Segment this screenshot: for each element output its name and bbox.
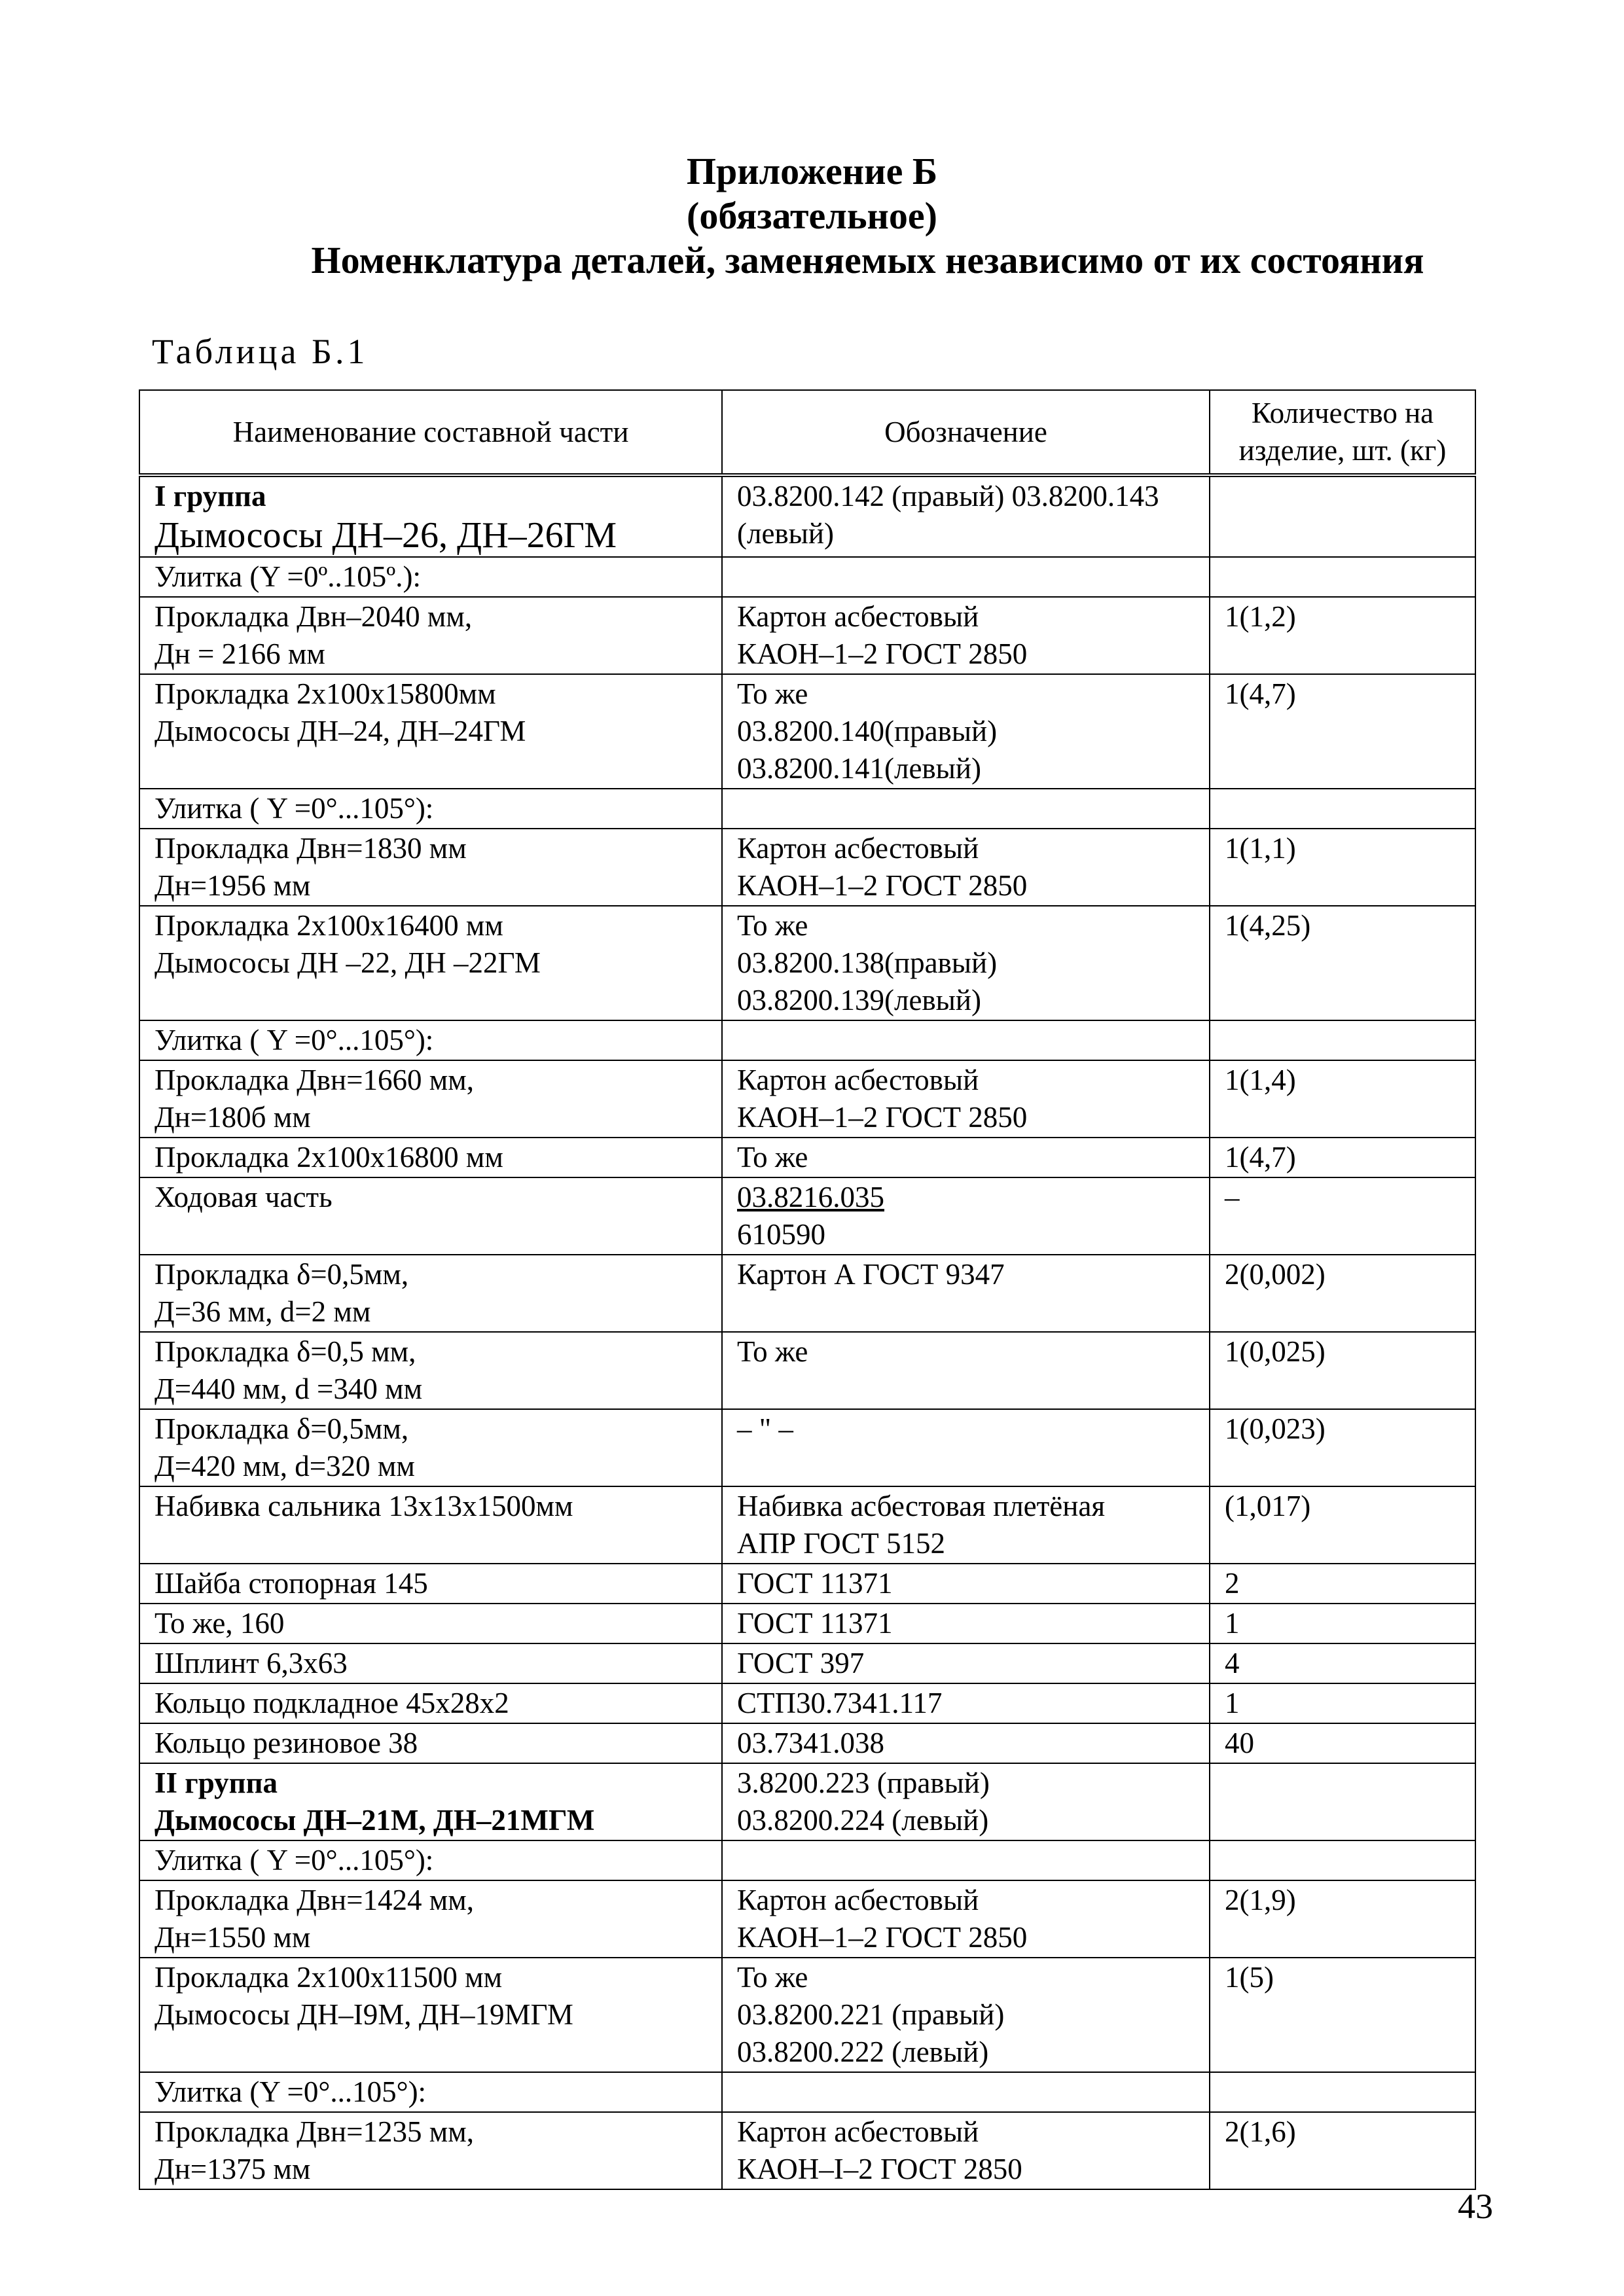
designation-cell	[722, 1564, 1210, 1604]
designation-line: Набивка асбестовая плетёная	[737, 1490, 1106, 1522]
table-row	[139, 829, 1475, 906]
designation-cell	[722, 1723, 1210, 1763]
quantity-cell	[1210, 1060, 1475, 1138]
designation-cell	[722, 1177, 1210, 1255]
part-name-line: Дымососы ДН–I9М, ДН–19МГМ	[154, 1998, 573, 2031]
designation-line: 03.8200.221 (правый)	[737, 1998, 1005, 2031]
quantity-line: 2(0,002)	[1225, 1258, 1326, 1291]
designation-line: 03.8216.035	[737, 1181, 884, 1213]
table-row	[139, 1880, 1475, 1958]
designation-cell	[722, 1958, 1210, 2072]
designation-cell	[722, 2072, 1210, 2112]
part-name-cell	[139, 1060, 722, 1138]
page-heading	[0, 149, 1624, 283]
part-name-cell	[139, 557, 722, 597]
part-name-cell	[139, 674, 722, 789]
quantity-cell	[1210, 557, 1475, 597]
designation-line: 610590	[737, 1218, 825, 1251]
designation-cell	[722, 1643, 1210, 1683]
part-name-cell	[139, 1020, 722, 1060]
designation-line: То же	[737, 1961, 808, 1994]
quantity-line: –	[1225, 1181, 1240, 1213]
part-name-line: Ходовая часть	[154, 1181, 333, 1213]
part-name-line: I группа	[154, 480, 266, 512]
quantity-cell	[1210, 1255, 1475, 1332]
designation-line: То же	[737, 677, 808, 710]
part-name-line: Улитка ( Y =0°...105°):	[154, 1024, 434, 1056]
quantity-cell	[1210, 2072, 1475, 2112]
designation-line: (левый)	[737, 517, 834, 550]
quantity-cell	[1210, 1177, 1475, 1255]
part-name-cell	[139, 1723, 722, 1763]
designation-line: – " –	[737, 1412, 793, 1445]
part-name-cell	[139, 1409, 722, 1486]
part-name-cell	[139, 1177, 722, 1255]
part-name-line: Прокладка Двн=1830 мм	[154, 832, 467, 865]
part-name-line: Дымососы ДН–24, ДН–24ГМ	[154, 715, 526, 747]
designation-line: То же	[737, 1335, 808, 1368]
part-name-line: Набивка сальника 13х13х1500мм	[154, 1490, 573, 1522]
quantity-cell	[1210, 1723, 1475, 1763]
designation-line: Картон асбестовый	[737, 1064, 979, 1096]
part-name-cell	[139, 1840, 722, 1880]
designation-line: 03.8200.139(левый)	[737, 984, 981, 1016]
part-name-line: Дымососы ДН–21М, ДН–21МГМ	[154, 1804, 595, 1837]
quantity-cell	[1210, 2112, 1475, 2189]
part-name-cell	[139, 906, 722, 1020]
part-name-cell	[139, 1332, 722, 1409]
designation-line: 3.8200.223 (правый)	[737, 1767, 990, 1799]
designation-line: ГОСТ 397	[737, 1647, 865, 1679]
part-name-line: Д=420 мм, d=320 мм	[154, 1450, 415, 1482]
designation-cell	[722, 1332, 1210, 1409]
quantity-line: 2	[1225, 1567, 1240, 1600]
part-name-line: Д=36 мм, d=2 мм	[154, 1295, 371, 1328]
designation-line: 03.7341.038	[737, 1727, 884, 1759]
designation-cell	[722, 1409, 1210, 1486]
table-row	[139, 1177, 1475, 1255]
designation-cell	[722, 597, 1210, 674]
part-name-line: Дн=1550 мм	[154, 1921, 311, 1954]
designation-line: Картон асбестовый	[737, 1884, 979, 1916]
part-name-line: Д=440 мм, d =340 мм	[154, 1372, 423, 1405]
table-row	[139, 1604, 1475, 1643]
table-row	[139, 789, 1475, 829]
quantity-line: 1(4,7)	[1225, 1141, 1296, 1174]
quantity-line: 1(1,4)	[1225, 1064, 1296, 1096]
quantity-line: 2(1,9)	[1225, 1884, 1296, 1916]
designation-cell	[722, 1020, 1210, 1060]
appendix-status: (обязательное)	[687, 194, 937, 237]
quantity-line: 1(4,25)	[1225, 909, 1311, 942]
table-row	[139, 2072, 1475, 2112]
part-name-line: Кольцо подкладное 45х28х2	[154, 1687, 509, 1719]
table-row	[139, 2112, 1475, 2189]
part-name-line: Дн = 2166 мм	[154, 637, 325, 670]
part-name-line: Шайба стопорная 145	[154, 1567, 428, 1600]
designation-line: 03.8200.138(правый)	[737, 946, 998, 979]
part-name-cell	[139, 1643, 722, 1683]
quantity-cell	[1210, 906, 1475, 1020]
designation-line: СТП30.7341.117	[737, 1687, 943, 1719]
part-name-line: Прокладка 2х100х11500 мм	[154, 1961, 503, 1994]
part-name-cell	[139, 475, 722, 557]
quantity-line: 4	[1225, 1647, 1240, 1679]
quantity-line: 1(4,7)	[1225, 677, 1296, 710]
table-body	[139, 475, 1475, 2189]
quantity-cell	[1210, 1486, 1475, 1564]
quantity-line: 2(1,6)	[1225, 2115, 1296, 2148]
table-row	[139, 1958, 1475, 2072]
designation-line: 03.8200.141(левый)	[737, 752, 981, 785]
designation-line: Картон А ГОСТ 9347	[737, 1258, 1005, 1291]
part-name-cell	[139, 789, 722, 829]
designation-cell	[722, 1060, 1210, 1138]
part-name-line: II группа	[154, 1767, 278, 1799]
quantity-cell	[1210, 1840, 1475, 1880]
part-name-line: Прокладка Двн=1235 мм,	[154, 2115, 474, 2148]
designation-line: ГОСТ 11371	[737, 1607, 893, 1640]
quantity-line: (1,017)	[1225, 1490, 1311, 1522]
designation-cell	[722, 1840, 1210, 1880]
quantity-cell	[1210, 1332, 1475, 1409]
designation-cell	[722, 674, 1210, 789]
designation-line: Картон асбестовый	[737, 600, 979, 633]
designation-cell	[722, 1763, 1210, 1840]
designation-cell	[722, 1604, 1210, 1643]
designation-cell	[722, 1138, 1210, 1177]
table-group-row	[139, 1763, 1475, 1840]
part-name-line: Дымососы ДН–26, ДН–26ГМ	[154, 515, 617, 556]
quantity-cell	[1210, 1564, 1475, 1604]
part-name-line: Дн=1956 мм	[154, 869, 311, 902]
part-name-line: Улитка ( Y =0°...105°):	[154, 1844, 434, 1876]
part-name-cell	[139, 1255, 722, 1332]
designation-cell	[722, 906, 1210, 1020]
quantity-line: 1	[1225, 1687, 1240, 1719]
designation-line: То же	[737, 1141, 808, 1174]
table-row	[139, 1840, 1475, 1880]
quantity-cell	[1210, 789, 1475, 829]
designation-line: 03.8200.224 (левый)	[737, 1804, 989, 1837]
quantity-line: 1(1,1)	[1225, 832, 1296, 865]
quantity-cell	[1210, 1138, 1475, 1177]
part-name-line: Кольцо резиновое 38	[154, 1727, 418, 1759]
part-name-line: Прокладка 2х100х16400 мм	[154, 909, 503, 942]
part-name-cell	[139, 597, 722, 674]
table-row	[139, 906, 1475, 1020]
quantity-cell	[1210, 674, 1475, 789]
part-name-line: Прокладка δ=0,5 мм,	[154, 1335, 416, 1368]
designation-line: 03.8200.142 (правый) 03.8200.143	[737, 480, 1159, 512]
quantity-cell	[1210, 1604, 1475, 1643]
part-name-cell	[139, 1604, 722, 1643]
table-row	[139, 1643, 1475, 1683]
table-row	[139, 1723, 1475, 1763]
designation-line: АПР ГОСТ 5152	[737, 1527, 945, 1560]
table-row	[139, 1486, 1475, 1564]
part-name-cell	[139, 1683, 722, 1723]
designation-cell	[722, 1683, 1210, 1723]
table-row	[139, 1332, 1475, 1409]
designation-line: ГОСТ 11371	[737, 1567, 893, 1600]
designation-line: 03.8200.140(правый)	[737, 715, 998, 747]
part-name-line: Улитка (Y =0º..105º.):	[154, 560, 421, 593]
appendix-title: Приложение Б	[686, 150, 938, 192]
table-row	[139, 1255, 1475, 1332]
quantity-line: 40	[1225, 1727, 1254, 1759]
designation-line: То же	[737, 909, 808, 942]
part-name-line: Прокладка Двн–2040 мм,	[154, 600, 473, 633]
table-row	[139, 1020, 1475, 1060]
table-row	[139, 1564, 1475, 1604]
quantity-cell	[1210, 1763, 1475, 1840]
table-group-row	[139, 475, 1475, 557]
designation-cell	[722, 2112, 1210, 2189]
table-row	[139, 597, 1475, 674]
table-row	[139, 674, 1475, 789]
part-name-cell	[139, 1958, 722, 2072]
quantity-cell	[1210, 1880, 1475, 1958]
part-name-cell	[139, 1763, 722, 1840]
part-name-cell	[139, 1564, 722, 1604]
column-header-name: Наименование составной части	[139, 390, 722, 475]
column-header-quantity: Количество на изделие, шт. (кг)	[1210, 390, 1475, 475]
designation-line: КАОН–1–2 ГОСТ 2850	[737, 637, 1028, 670]
designation-cell	[722, 475, 1210, 557]
table-caption: Таблица Б.1	[152, 332, 369, 371]
part-name-line: Прокладка δ=0,5мм,	[154, 1412, 409, 1445]
designation-line: Картон асбестовый	[737, 2115, 979, 2148]
part-name-line: Улитка (Y =0°...105°):	[154, 2075, 427, 2108]
designation-cell	[722, 829, 1210, 906]
designation-cell	[722, 789, 1210, 829]
quantity-cell	[1210, 1409, 1475, 1486]
table-row	[139, 557, 1475, 597]
quantity-line: 1	[1225, 1607, 1240, 1640]
quantity-line: 1(0,023)	[1225, 1412, 1326, 1445]
table-row	[139, 1060, 1475, 1138]
designation-line: Картон асбестовый	[737, 832, 979, 865]
quantity-cell	[1210, 1958, 1475, 2072]
quantity-line: 1(1,2)	[1225, 600, 1296, 633]
part-name-line: Дн=180б мм	[154, 1101, 311, 1134]
parts-table	[139, 389, 1476, 2190]
quantity-line: 1(5)	[1225, 1961, 1274, 1994]
part-name-line: Дымососы ДН –22, ДН –22ГМ	[154, 946, 541, 979]
designation-line: 03.8200.222 (левый)	[737, 2036, 989, 2068]
part-name-cell	[139, 2112, 722, 2189]
designation-line: КАОН–1–2 ГОСТ 2850	[737, 1921, 1028, 1954]
part-name-line: Прокладка 2х100х16800 мм	[154, 1141, 503, 1174]
designation-cell	[722, 1486, 1210, 1564]
designation-line: КАОН–1–2 ГОСТ 2850	[737, 1101, 1028, 1134]
part-name-cell	[139, 2072, 722, 2112]
quantity-cell	[1210, 1643, 1475, 1683]
part-name-line: Прокладка δ=0,5мм,	[154, 1258, 409, 1291]
appendix-subtitle: Номенклатура деталей, заменяемых независимо от их состояния	[311, 239, 1424, 281]
designation-line: КАОН–I–2 ГОСТ 2850	[737, 2153, 1022, 2185]
table-row	[139, 1138, 1475, 1177]
designation-cell	[722, 557, 1210, 597]
part-name-line: Прокладка Двн=1660 мм,	[154, 1064, 474, 1096]
page-number: 43	[1458, 2187, 1493, 2226]
quantity-cell	[1210, 597, 1475, 674]
table-row	[139, 1683, 1475, 1723]
table-row	[139, 1409, 1475, 1486]
column-header-code: Обозначение	[722, 390, 1210, 475]
part-name-line: Шплинт 6,3х63	[154, 1647, 348, 1679]
part-name-cell	[139, 1880, 722, 1958]
part-name-cell	[139, 1486, 722, 1564]
part-name-line: То же, 160	[154, 1607, 285, 1640]
part-name-line: Дн=1375 мм	[154, 2153, 311, 2185]
designation-line: КАОН–1–2 ГОСТ 2850	[737, 869, 1028, 902]
designation-cell	[722, 1255, 1210, 1332]
part-name-line: Прокладка 2х100х15800мм	[154, 677, 496, 710]
part-name-line: Улитка ( Y =0°...105°):	[154, 792, 434, 825]
quantity-cell	[1210, 1020, 1475, 1060]
part-name-cell	[139, 1138, 722, 1177]
table-header-row	[139, 390, 1475, 475]
part-name-line: Прокладка Двн=1424 мм,	[154, 1884, 474, 1916]
quantity-cell	[1210, 475, 1475, 557]
quantity-cell	[1210, 1683, 1475, 1723]
quantity-line: 1(0,025)	[1225, 1335, 1326, 1368]
designation-cell	[722, 1880, 1210, 1958]
part-name-cell	[139, 829, 722, 906]
quantity-cell	[1210, 829, 1475, 906]
